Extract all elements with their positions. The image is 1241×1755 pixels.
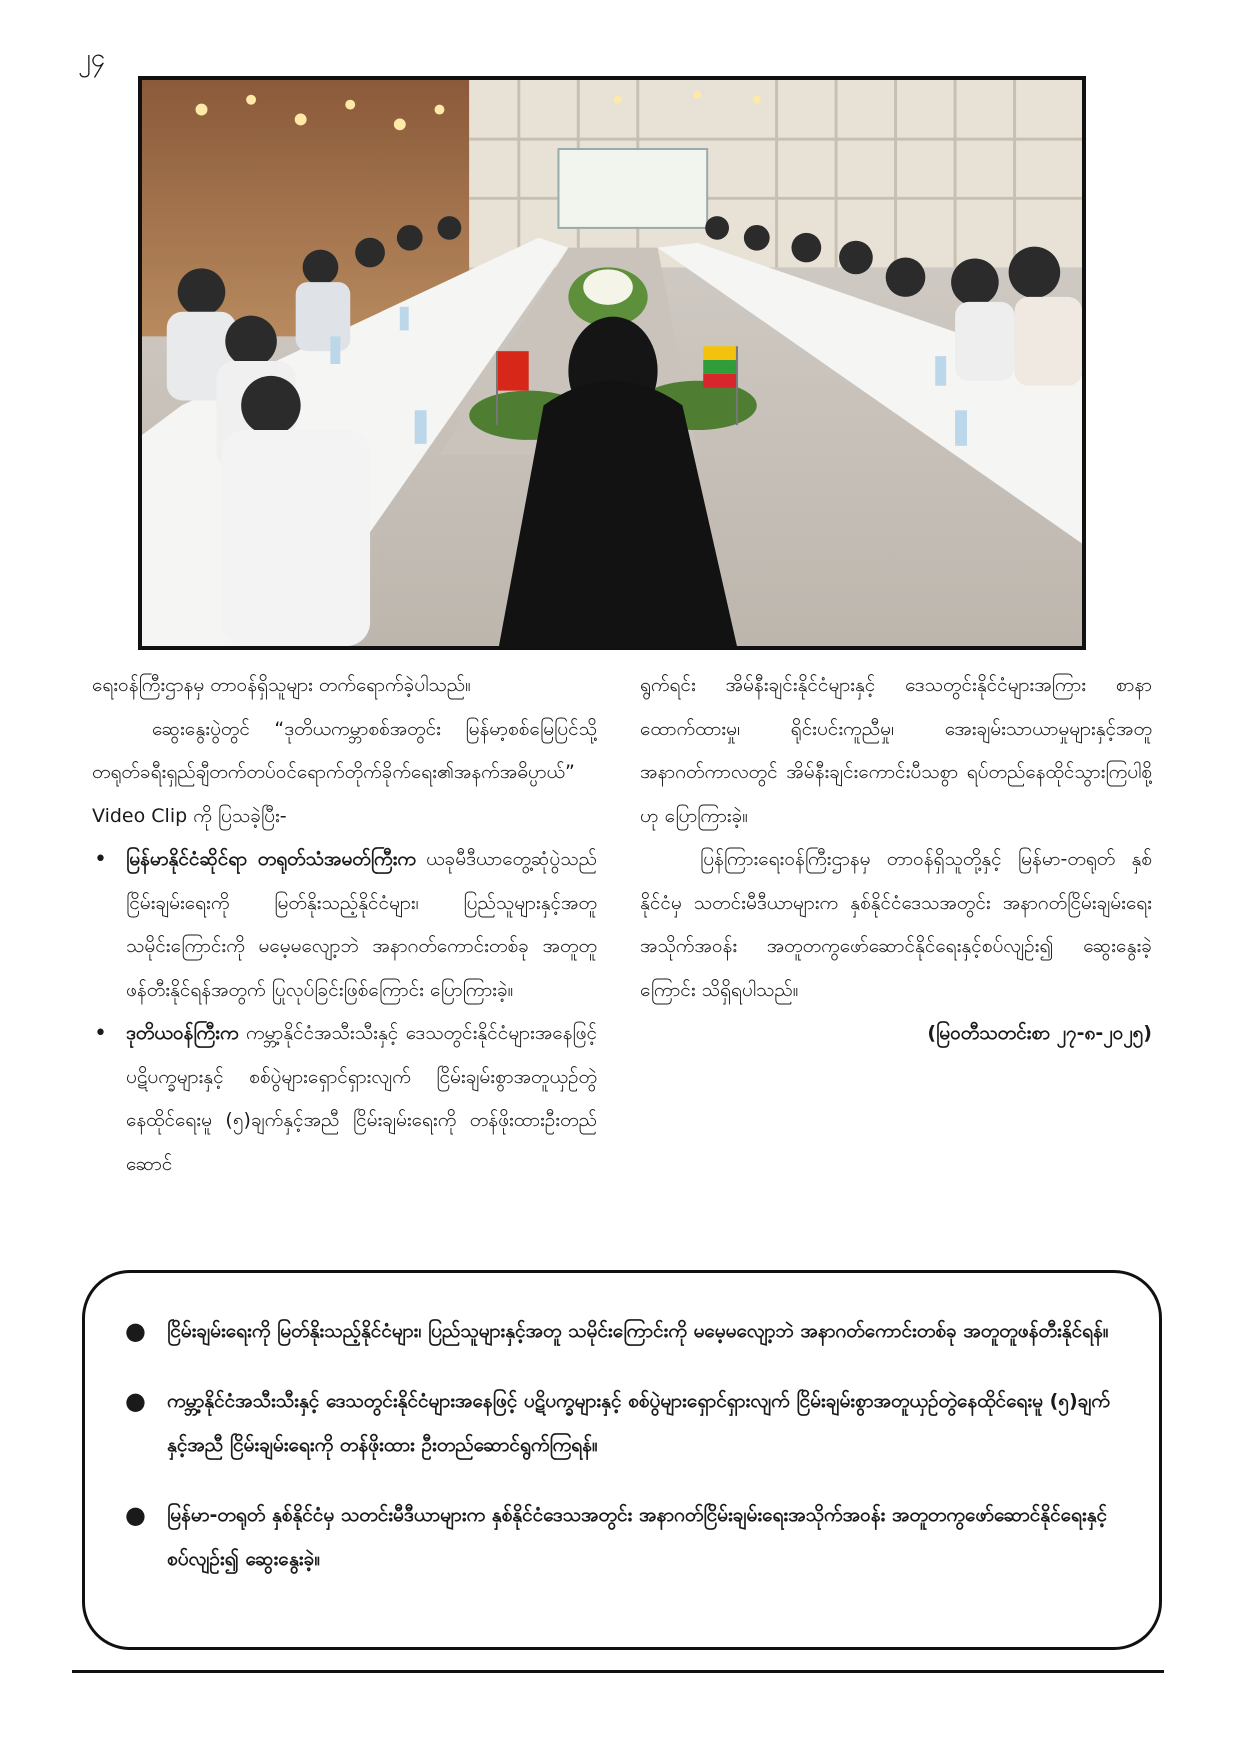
conference-scene [142, 80, 1082, 646]
bullet-speaker: ဒုတိယဝန်ကြီးက [126, 1022, 239, 1044]
bullet-text: ကမ္ဘာ့နိုင်ငံအသီးသီးနှင့် ဒေသတွင်းနိုင်ငံများအနေဖြင့် ပဋိပက္ခများနှင့် စစ်ပွဲများရှောင်ရှားလျက် ငြိမ်းချမ်းစွာအတူယှဉ်တွဲနေထိုင်ရေးမူ (၅)ချက်နှင့်အညီ ငြိမ်းချမ်းရေးကို တန်ဖိုးထားဦးတည်ဆောင် [126, 1022, 597, 1175]
news-source: (မြဝတီသတင်းစာ ၂၇-၈-၂၀၂၅) [927, 1022, 1152, 1044]
bullet-item-ambassador [92, 838, 597, 1012]
summary-text: မြန်မာ-တရုတ် နှစ်နိုင်ငံမှ သတင်းမီဒီယာများက နှစ်နိုင်ငံဒေသအတွင်း အနာဂတ်ငြိမ်းချမ်းရေးအသိုက်အဝန်း အတူတကွဖော်ဆောင်နိုင်ရေးနှင့်စပ်လျဉ်း၍ ဆွေးနွေးခဲ့။ [167, 1504, 1108, 1570]
left-column [92, 664, 597, 1186]
right-column [640, 664, 1152, 1056]
summary-item [119, 1493, 1117, 1581]
summary-text: ကမ္ဘာ့နိုင်ငံအသီးသီးနှင့် ဒေသတွင်းနိုင်ငံများအနေဖြင့် ပဋိပက္ခများနှင့် စစ်ပွဲများရှောင်ရှားလျက် ငြိမ်းချမ်းစွာအတူယှဉ်တွဲနေထိုင်ရေးမူ (၅)ချက်နှင့်အညီ ငြိမ်းချမ်းရေးကို တန်ဖိုးထား ဦးတည်ဆောင်ရွက်ကြရန်။ [167, 1390, 1110, 1456]
conference-photo [138, 76, 1086, 650]
bullet-icon: • [94, 847, 107, 872]
projection-screen [558, 149, 707, 228]
summary-item [119, 1309, 1117, 1353]
bullet-icon: ● [125, 1317, 146, 1345]
summary-box [82, 1270, 1162, 1650]
bottom-divider [72, 1670, 1164, 1673]
bullet-item-deputy-minister [92, 1012, 597, 1186]
bullet-speaker: မြန်မာနိုင်ငံဆိုင်ရာ တရုတ်သံအမတ်ကြီးက [126, 848, 416, 870]
bullet-icon: ● [125, 1387, 146, 1415]
right-paragraph-2: ပြန်ကြားရေးဝန်ကြီးဌာနမှ တာဝန်ရှိသူတို့နှင့် မြန်မာ-တရုတ် နှစ်နိုင်ငံမှ သတင်းမီဒီယာများက နှစ်နိုင်ငံဒေသအတွင်း အနာဂတ်ငြိမ်းချမ်းရေးအသိုက်အဝန်း အတူတကွဖော်ဆောင်နိုင်ရေးနှင့်စပ်လျဉ်း၍ ဆွေးနွေးခဲ့ကြောင်း သိရှိရပါသည်။ [640, 848, 1152, 1001]
left-paragraph-1: ရေးဝန်ကြီးဌာနမှ တာဝန်ရှိသူများ တက်ရောက်ခဲ့ပါသည်။ [92, 674, 471, 696]
bullet-list [92, 838, 597, 1186]
bullet-icon: ● [125, 1501, 146, 1529]
left-paragraph-2: ဆွေးနွေးပွဲတွင် “ဒုတိယကမ္ဘာစစ်အတွင်း မြန်မာ့စစ်မြေပြင်သို့ တရုတ်ခရီးရှည်ချီတက်တပ်ဝင်ရောက်တိုက်ခိုက်ရေး၏အနက်အဓိပ္ပာယ်” Video Clip ကို ပြသခဲ့ပြီး- [92, 717, 597, 827]
right-paragraph-1: ရွက်ရင်း အိမ်နီးချင်းနိုင်ငံများနှင့် ဒေသတွင်းနိုင်ငံများအကြား စာနာထောက်ထားမှု၊ ရိုင်းပင်းကူညီမှု၊ အေးချမ်းသာယာမှုများနှင့်အတူ အနာဂတ်ကာလတွင် အိမ်နီးချင်းကောင်းပီသစွာ ရပ်တည်နေထိုင်သွားကြပါစို့ဟု ပြောကြားခဲ့။ [640, 674, 1152, 827]
bullet-icon: • [94, 1021, 107, 1046]
summary-text: ငြိမ်းချမ်းရေးကို မြတ်နိုးသည့်နိုင်ငံများ၊ ပြည်သူများနှင့်အတူ သမိုင်းကြောင်းကို မမေ့မလျော့ဘဲ အနာဂတ်ကောင်းတစ်ခု အတူတူဖန်တီးနိုင်ရန်။ [167, 1320, 1109, 1342]
summary-item [119, 1379, 1117, 1467]
flag-china [497, 351, 529, 390]
page-number: ၂၄ [78, 43, 106, 73]
bullet-text: ယခုမီဒီယာတွေ့ဆုံပွဲသည် ငြိမ်းချမ်းရေးကို မြတ်နိုးသည့်နိုင်ငံများ၊ ပြည်သူများနှင့်အတူ သမိုင်းကြောင်းကို မမေ့မလျော့ဘဲ အနာဂတ်ကောင်းတစ်ခု အတူတူဖန်တီးနိုင်ရန်အတွက် ပြုလုပ်ခြင်းဖြစ်ကြောင်း ပြောကြားခဲ့။ [126, 848, 597, 1001]
